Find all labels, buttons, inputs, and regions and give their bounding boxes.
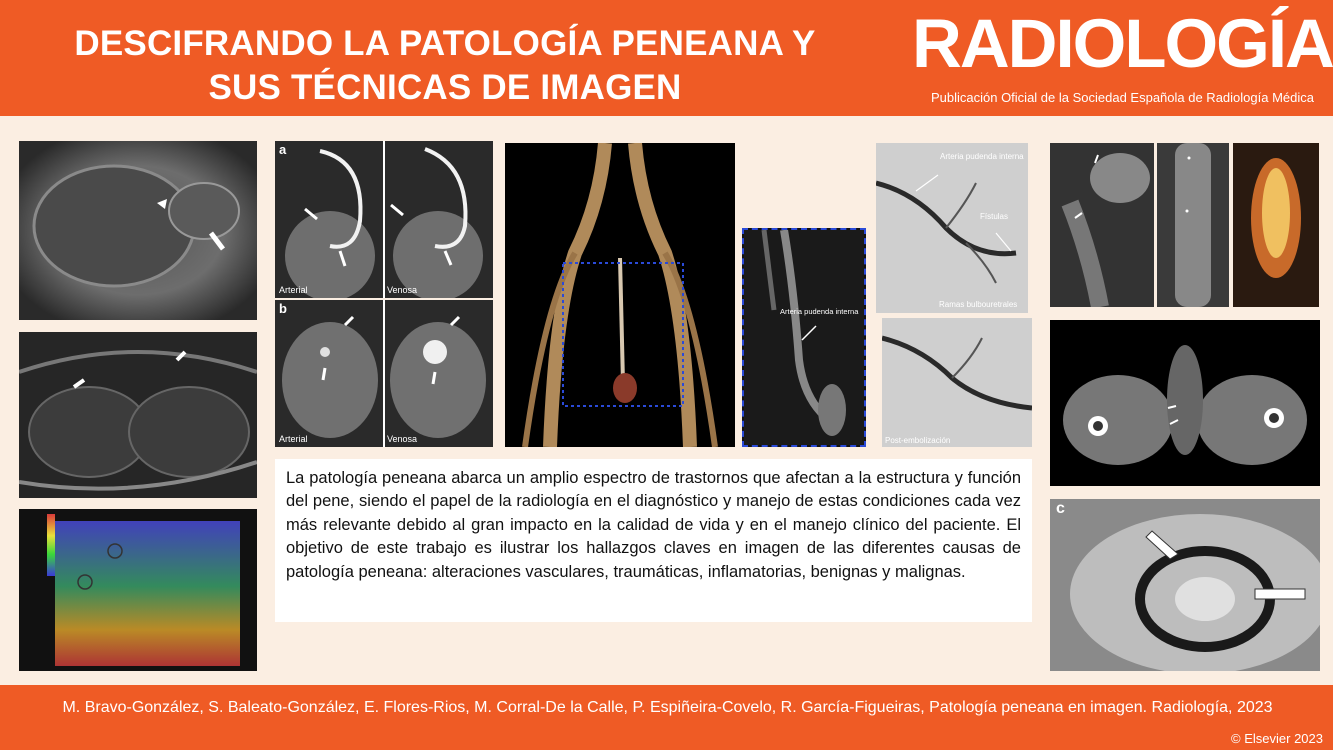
- ct-a-label-arterial: Arterial: [279, 285, 308, 295]
- abstract-box: [275, 459, 1032, 622]
- angio-zoom-graphic: [744, 230, 864, 445]
- ct-b-letter: b: [279, 301, 287, 316]
- citation-text: M. Bravo-González, S. Baleato-González, E. Flores-Rios, M. Corral-De la Calle, P. Espiñeira-Covelo, R. García-Figueiras, Patología peneana en imagen. Radiología, 2023: [62, 699, 1273, 716]
- ct-a-letter: a: [279, 142, 287, 157]
- elastography-image: [19, 509, 257, 671]
- post-embolization-graphic: [882, 318, 1032, 447]
- ultrasound-image-2: [19, 332, 257, 498]
- ct-panel-a: [275, 141, 493, 298]
- page-title: [20, 22, 870, 110]
- mri-coronal-image: [1157, 143, 1229, 307]
- header-banner: [0, 0, 1333, 116]
- ct-axial-graphic: [1050, 320, 1320, 486]
- ct-a-label-venosa: Venosa: [387, 285, 418, 295]
- elastography-graphic: [19, 509, 257, 671]
- ct-b-label-arterial: Arterial: [279, 434, 308, 444]
- ultrasound-1-graphic: [19, 141, 257, 320]
- dsa-graphic: [876, 143, 1028, 313]
- mri-c-image: [1050, 499, 1320, 671]
- dsa-label-branches: Ramas bulbouretrales: [939, 300, 1018, 309]
- ct-b-label-venosa: Venosa: [387, 434, 418, 444]
- mri-coronal-graphic: [1157, 143, 1229, 307]
- ultrasound-2-graphic: [19, 332, 257, 498]
- angio-3d-graphic: [505, 143, 735, 447]
- ct-panel-b: [275, 300, 493, 447]
- dsa-image: [876, 143, 1028, 313]
- title-line-2: SUS TÉCNICAS DE IMAGEN: [208, 68, 682, 107]
- mri-sagittal-image: [1050, 143, 1154, 307]
- angio-3d-image: [505, 143, 735, 447]
- mri-c-letter: c: [1056, 500, 1065, 517]
- abstract-text: La patología peneana abarca un amplio espectro de trastornos que afectan a la estructura y función del pene, siendo el papel de la radiología en el diagnóstico y manejo de estas condiciones cada vez más relevante debido al gran impacto en la calidad de vida y en el manejo clínico del paciente. El objetivo de este trabajo es ilustrar los hallazgos claves en imagen de las diferentes causas de patología peneana: alteraciones vasculares, traumáticas, inflamatorias, benignas y malignas.: [286, 469, 1021, 581]
- dsa-label-artery: Arteria pudenda interna: [940, 152, 1024, 161]
- journal-logo: RADIOLOGÍA: [912, 5, 1333, 82]
- mri-c-graphic: [1050, 499, 1320, 671]
- copyright-text: © Elsevier 2023: [1231, 731, 1323, 746]
- post-embolization-image: [882, 318, 1032, 447]
- ultrasound-image-1: [19, 141, 257, 320]
- title-line-1: DESCIFRANDO LA PATOLOGÍA PENEANA Y: [74, 24, 816, 63]
- ct-axial-image: [1050, 320, 1320, 486]
- pet-graphic: [1233, 143, 1319, 307]
- dsa-label-fistula: Fístulas: [980, 212, 1009, 221]
- footer-banner: [0, 685, 1333, 750]
- ct-b-graphic: [275, 300, 493, 447]
- journal-subtitle: Publicación Oficial de la Sociedad Española de Radiología Médica: [930, 90, 1314, 105]
- pet-image: [1233, 143, 1319, 307]
- mri-sagittal-graphic: [1050, 143, 1154, 307]
- post-embolization-label: Post-embolización: [885, 436, 951, 445]
- angio-zoom-image: [742, 228, 866, 447]
- ct-a-graphic: [275, 141, 493, 298]
- angio-zoom-label: Arteria pudenda interna: [780, 307, 859, 316]
